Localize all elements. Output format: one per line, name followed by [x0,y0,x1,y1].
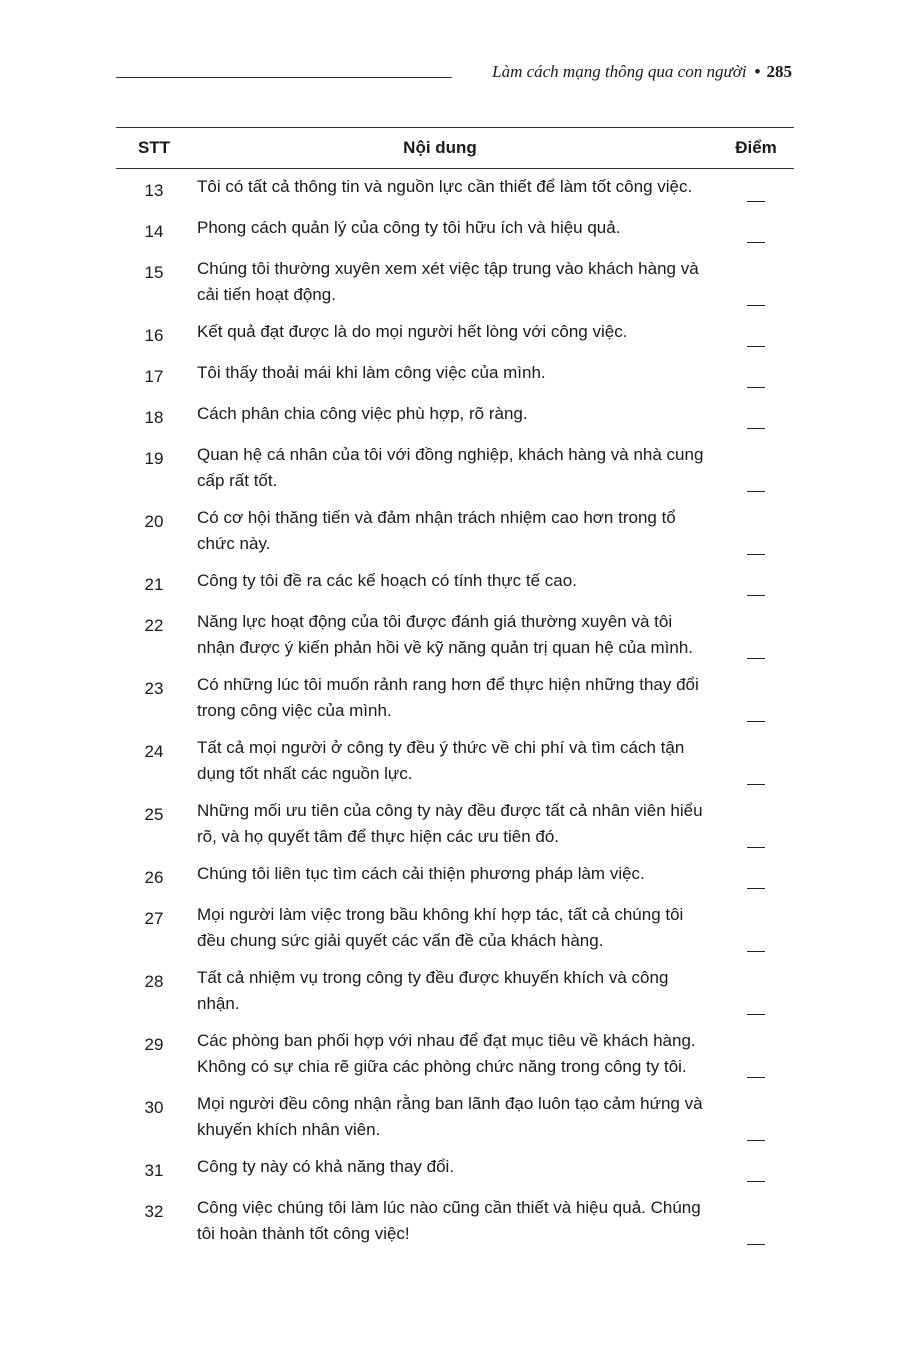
score-cell[interactable] [718,215,794,245]
score-cell[interactable] [718,609,794,661]
row-number: 21 [144,575,164,594]
table-row [116,174,794,204]
row-number: 29 [144,1035,164,1054]
score-blank[interactable] [747,595,765,596]
score-cell[interactable] [718,401,794,431]
table-row [116,215,794,245]
score-blank[interactable] [747,888,765,889]
score-cell[interactable] [718,256,794,308]
table-row [116,256,794,308]
score-cell[interactable] [718,505,794,557]
row-number: 14 [144,222,164,241]
table-header-row [116,128,794,169]
score-blank[interactable] [747,847,765,848]
header-title: Làm cách mạng thông qua con người [492,62,747,81]
column-header-score: Điểm [735,138,777,157]
header-rule [116,77,452,78]
row-statement: Phong cách quản lý của công ty tôi hữu ích và hiệu quả. [197,218,621,237]
row-statement: Những mối ưu tiên của công ty này đều được tất cả nhân viên hiểu rõ, và họ quyết tâm để thực hiện các ưu tiên đó. [197,801,703,846]
row-number: 24 [144,742,164,761]
score-cell[interactable] [718,319,794,349]
score-cell[interactable] [718,568,794,598]
score-cell[interactable] [718,902,794,954]
score-cell[interactable] [718,798,794,850]
running-header [116,62,794,86]
score-blank[interactable] [747,554,765,555]
row-number: 15 [144,263,164,282]
score-blank[interactable] [747,387,765,388]
table-row [116,902,794,954]
row-number: 17 [144,367,164,386]
score-blank[interactable] [747,784,765,785]
score-cell[interactable] [718,360,794,390]
row-statement: Tôi có tất cả thông tin và nguồn lực cần thiết để làm tốt công việc. [197,177,693,196]
row-statement: Có cơ hội thăng tiến và đảm nhận trách nhiệm cao hơn trong tổ chức này. [197,508,676,553]
table-row [116,609,794,661]
score-blank[interactable] [747,721,765,722]
table-row [116,319,794,349]
row-number: 32 [144,1202,164,1221]
row-statement: Chúng tôi liên tục tìm cách cải thiện phương pháp làm việc. [197,864,645,883]
score-cell[interactable] [718,1028,794,1080]
score-cell[interactable] [718,672,794,724]
score-blank[interactable] [747,658,765,659]
header-text [492,62,792,82]
table-row [116,1028,794,1080]
score-blank[interactable] [747,201,765,202]
table-body [116,169,794,1247]
row-number: 23 [144,679,164,698]
row-statement: Các phòng ban phối hợp với nhau để đạt mục tiêu về khách hàng. Không có sự chia rẽ giữa các phòng chức năng trong công ty tôi. [197,1031,696,1076]
row-statement: Tất cả mọi người ở công ty đều ý thức về chi phí và tìm cách tận dụng tốt nhất các nguồn lực. [197,738,685,783]
row-statement: Mọi người làm việc trong bầu không khí hợp tác, tất cả chúng tôi đều chung sức giải quyết các vấn đề của khách hàng. [197,905,684,950]
row-statement: Cách phân chia công việc phù hợp, rõ ràng. [197,404,528,423]
row-statement: Mọi người đều công nhận rằng ban lãnh đạo luôn tạo cảm hứng và khuyến khích nhân viên. [197,1094,703,1139]
score-blank[interactable] [747,305,765,306]
column-header-stt: STT [137,138,171,157]
row-number: 13 [144,181,164,200]
table-row [116,672,794,724]
row-number: 19 [144,449,164,468]
table-row [116,401,794,431]
column-header-content: Nội dung [403,138,477,157]
row-number: 27 [144,909,164,928]
score-cell[interactable] [718,735,794,787]
row-number: 22 [144,616,164,635]
score-blank[interactable] [747,1181,765,1182]
row-statement: Quan hệ cá nhân của tôi với đồng nghiệp, khách hàng và nhà cung cấp rất tốt. [197,445,704,490]
score-blank[interactable] [747,1014,765,1015]
row-number: 28 [144,972,164,991]
score-blank[interactable] [747,346,765,347]
table-row [116,1154,794,1184]
score-cell[interactable] [718,1195,794,1247]
row-statement: Chúng tôi thường xuyên xem xét việc tập trung vào khách hàng và cải tiến hoạt động. [197,259,699,304]
score-cell[interactable] [718,861,794,891]
row-number: 26 [144,868,164,887]
row-statement: Công việc chúng tôi làm lúc nào cũng cần thiết và hiệu quả. Chúng tôi hoàn thành tốt công việc! [197,1198,701,1243]
table-row [116,735,794,787]
score-cell[interactable] [718,174,794,204]
table-row [116,1195,794,1247]
row-number: 30 [144,1098,164,1117]
score-cell[interactable] [718,965,794,1017]
table-row [116,505,794,557]
row-number: 16 [144,326,164,345]
table-row [116,442,794,494]
score-cell[interactable] [718,442,794,494]
row-number: 31 [144,1161,164,1180]
row-statement: Tôi thấy thoải mái khi làm công việc của mình. [197,363,546,382]
survey-table [116,127,794,1258]
score-blank[interactable] [747,1244,765,1245]
table-row [116,861,794,891]
score-cell[interactable] [718,1091,794,1143]
row-statement: Công ty tôi đề ra các kế hoạch có tính thực tế cao. [197,571,577,590]
row-number: 25 [144,805,164,824]
row-statement: Công ty này có khả năng thay đổi. [197,1157,455,1176]
score-blank[interactable] [747,1140,765,1141]
row-statement: Kết quả đạt được là do mọi người hết lòng với công việc. [197,322,628,341]
page-number: 285 [766,62,792,81]
header-bullet: • [754,62,761,81]
table-row [116,965,794,1017]
table-row [116,360,794,390]
row-number: 20 [144,512,164,531]
score-blank[interactable] [747,491,765,492]
row-statement: Năng lực hoạt động của tôi được đánh giá thường xuyên và tôi nhận được ý kiến phản hồi về kỹ năng quản trị quan hệ của mình. [197,612,694,657]
score-blank[interactable] [747,428,765,429]
row-statement: Có những lúc tôi muốn rảnh rang hơn để thực hiện những thay đổi trong công việc của mình. [197,675,699,720]
row-number: 18 [144,408,164,427]
table-row [116,1091,794,1143]
table-row [116,798,794,850]
table-row [116,568,794,598]
score-blank[interactable] [747,1077,765,1078]
row-statement: Tất cả nhiệm vụ trong công ty đều được khuyến khích và công nhận. [197,968,669,1013]
score-blank[interactable] [747,951,765,952]
score-blank[interactable] [747,242,765,243]
score-cell[interactable] [718,1154,794,1184]
